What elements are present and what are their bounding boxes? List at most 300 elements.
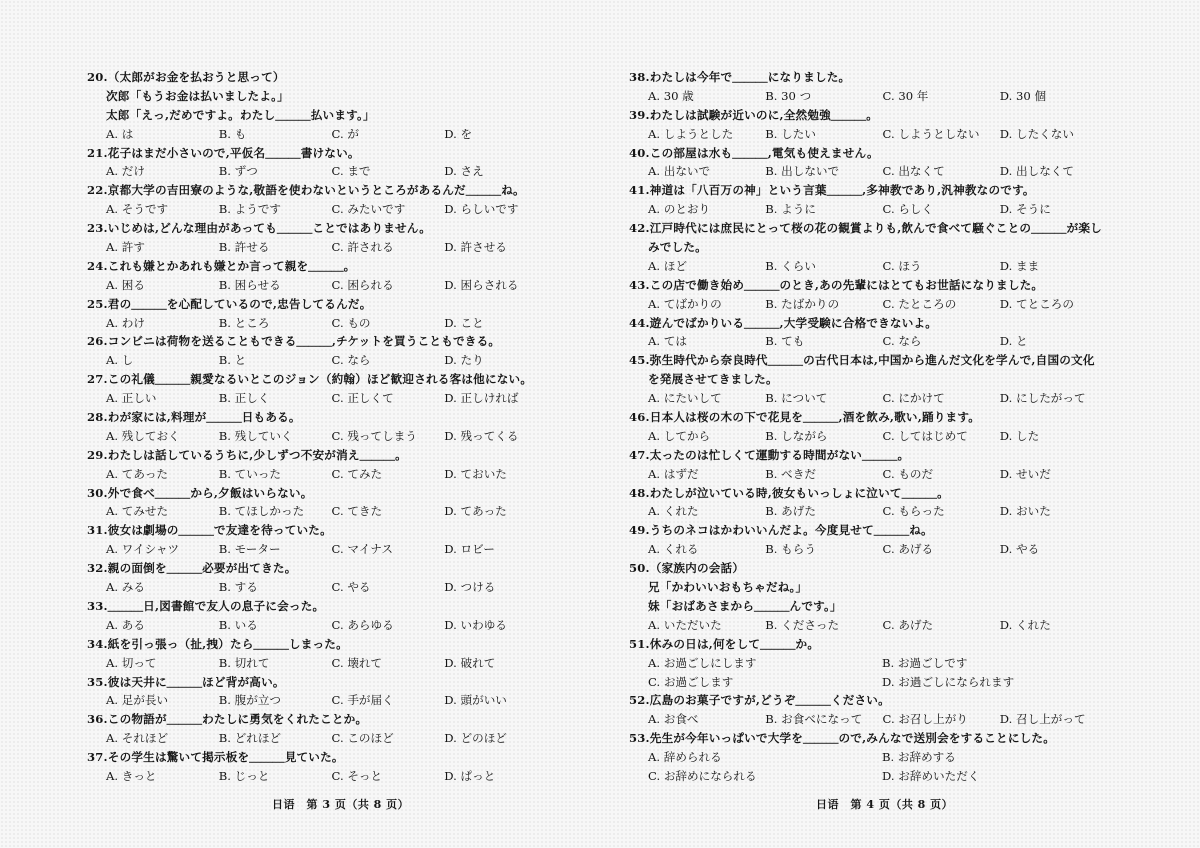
answer-option: A. そうです: [106, 202, 169, 217]
question-stem: [629, 351, 1117, 370]
answer-options: [629, 125, 1117, 144]
answer-option: A. てみせた: [106, 504, 169, 519]
answer-option: B. 残していく: [218, 428, 293, 443]
question-number: 26.: [87, 334, 108, 349]
question-number: 41.: [629, 183, 650, 198]
question-number: 40.: [629, 145, 650, 160]
question-stem: [87, 370, 557, 389]
answer-option: D. と: [999, 334, 1028, 349]
answer-option: D. さえ: [444, 164, 484, 179]
question-number: 29.: [87, 447, 108, 462]
answer-option: C. まで: [331, 164, 371, 179]
question-text: わたしが泣いている時,彼女もいっしょに泣いて＿＿＿。: [649, 485, 949, 500]
answer-option: A. てばかりの: [648, 296, 722, 311]
answer-option: D. いわゆる: [444, 617, 507, 632]
answer-option: A. くれた: [648, 504, 699, 519]
question-stem: [629, 408, 1117, 427]
question-number: 39.: [629, 107, 650, 122]
question-text: その学生は驚いて掲示板を＿＿＿見ていた。: [107, 750, 344, 765]
right-page-column: [629, 68, 1117, 786]
answer-option: D. 破れて: [444, 655, 496, 670]
answer-option: C. 許される: [331, 240, 394, 255]
question-item: [629, 729, 1117, 786]
answer-option: C. あらゆる: [331, 617, 394, 632]
question-number: 27.: [87, 372, 108, 387]
question-item: [629, 351, 1117, 408]
question-stem: [629, 559, 1117, 578]
answer-option: B. も: [218, 126, 247, 141]
answer-option: B. する: [218, 580, 258, 595]
question-text: ＿＿＿日,図書館で友人の息子に会った。: [107, 598, 325, 613]
question-stem: [87, 144, 557, 163]
question-stem: [629, 144, 1117, 163]
question-item: [87, 484, 557, 522]
answer-option: D. てあった: [444, 504, 507, 519]
answer-option: B. くださった: [765, 617, 840, 632]
question-number: 35.: [87, 674, 108, 689]
answer-option: C. 壊れて: [331, 655, 383, 670]
answer-option: D. ロビー: [444, 542, 495, 557]
answer-options: [629, 616, 1117, 635]
question-text: 遊んでばかりいる＿＿＿,大学受験に合格できないよ。: [649, 315, 938, 330]
question-item: [87, 370, 557, 408]
answer-options: [629, 767, 1117, 786]
question-text: （家族内の会話）: [649, 561, 745, 576]
question-text: この店で働き始め＿＿＿のとき,あの先輩にはとてもお世話になりました。: [649, 277, 1044, 292]
answer-option: B. 困らせる: [218, 277, 281, 292]
answer-option: C. マイナス: [331, 542, 394, 557]
question-text: この礼儀＿＿＿親愛なるいとこのジョン（約翰）ほど歓迎される客は他にない。: [107, 372, 533, 387]
answer-option: B. もらう: [765, 542, 816, 557]
question-text: 彼は天井に＿＿＿ほど背が高い。: [107, 674, 285, 689]
answer-option: A. 正しい: [106, 391, 157, 406]
answer-options: [87, 729, 557, 748]
question-number: 34.: [87, 636, 108, 651]
answer-option: D. 30 個: [999, 88, 1047, 103]
answer-option: C. あげた: [882, 617, 934, 632]
answer-options: [87, 616, 557, 635]
answer-option: C. そっと: [331, 768, 383, 783]
question-text: （太郎がお金を払おうと思って）: [107, 70, 285, 84]
answer-options: [87, 125, 557, 144]
question-item: [87, 257, 557, 295]
question-stem: [87, 219, 557, 238]
question-stem: [629, 276, 1117, 295]
answer-option: D. せいだ: [999, 466, 1051, 481]
answer-options: [87, 691, 557, 710]
answer-option: A. しようとした: [648, 126, 734, 141]
question-stem: [87, 295, 557, 314]
question-number: 24.: [87, 258, 108, 273]
question-stem: [87, 559, 557, 578]
question-stem: [629, 219, 1117, 238]
answer-option: D. らしいです: [444, 202, 519, 217]
answer-option: D. くれた: [999, 617, 1051, 632]
answer-option: A. してから: [648, 428, 711, 443]
question-text: これも嫌とかあれも嫌とか言って親を＿＿＿。: [107, 258, 356, 273]
question-text: コンビニは荷物を送ることもできる＿＿＿,チケットを買うこともできる。: [107, 334, 501, 349]
answer-options: [629, 710, 1117, 729]
answer-option: D. ぱっと: [444, 768, 496, 783]
question-item: [629, 635, 1117, 692]
question-text: いじめは,どんな理由があっても＿＿＿ことではありません。: [107, 221, 432, 236]
question-stem: [87, 446, 557, 465]
answer-options: [629, 673, 1117, 692]
question-number: 44.: [629, 315, 650, 330]
question-number: 33.: [87, 598, 108, 613]
answer-option: C. ものだ: [882, 466, 934, 481]
answer-option: C. お過ごします: [648, 674, 734, 689]
answer-option: C. やる: [331, 580, 371, 595]
question-item: [629, 314, 1117, 352]
answer-option: B. 30 つ: [765, 88, 812, 103]
question-text: この物語が＿＿＿わたしに勇気をくれたことか。: [107, 712, 368, 727]
question-text: 休みの日は,何をして＿＿＿か。: [649, 636, 820, 651]
question-stem: [87, 635, 557, 654]
question-text: わたしは試験が近いのに,全然勉強＿＿＿。: [649, 107, 879, 122]
answer-option: A. 辞められる: [648, 750, 722, 765]
answer-option: B. ずつ: [218, 164, 258, 179]
answer-option: A. はずだ: [648, 466, 699, 481]
answer-options: [629, 748, 1117, 767]
answer-options: [87, 389, 557, 408]
question-item: [629, 106, 1117, 144]
question-item: [87, 219, 557, 257]
question-number: 51.: [629, 636, 650, 651]
answer-option: C. しようとしない: [882, 126, 980, 141]
question-stem: [629, 181, 1117, 200]
answer-options: [87, 540, 557, 559]
answer-option: C. 30 年: [882, 88, 929, 103]
answer-option: C. てみた: [331, 466, 383, 481]
answer-option: A. お食べ: [648, 712, 699, 727]
question-item: [87, 635, 557, 673]
question-text: 広島のお菓子ですが,どうぞ＿＿＿ください。: [649, 693, 890, 708]
answer-option: C. あげる: [882, 542, 934, 557]
question-stem: [87, 484, 557, 503]
answer-option: C. お辞めになられる: [648, 768, 757, 783]
answer-options: [629, 654, 1117, 673]
question-item: [629, 181, 1117, 219]
answer-options: [629, 502, 1117, 521]
question-item: [629, 559, 1117, 635]
answer-option: B. ようです: [218, 202, 282, 217]
question-stem: [629, 106, 1117, 125]
question-stem: [87, 597, 557, 616]
answer-option: C. お召し上がり: [882, 712, 968, 727]
question-number: 50.: [629, 561, 650, 576]
question-text-continued: を発展させてきました。: [648, 372, 778, 387]
question-number: 45.: [629, 353, 650, 368]
answer-option: D. 残ってくる: [444, 428, 519, 443]
question-item: [629, 408, 1117, 446]
question-stem: [629, 729, 1117, 748]
answer-option: C. もらった: [882, 504, 945, 519]
dialogue-line: 次郎「もうお金は払いましたよ。」: [106, 88, 289, 103]
answer-option: D. おいた: [999, 504, 1051, 519]
question-item: [87, 673, 557, 711]
answer-option: A. 出ないで: [648, 164, 711, 179]
answer-options: [629, 295, 1117, 314]
answer-option: B. ても: [765, 334, 805, 349]
question-number: 23.: [87, 221, 108, 236]
answer-option: C. にかけて: [882, 391, 945, 406]
question-number: 52.: [629, 693, 650, 708]
answer-option: C. 手が届く: [331, 693, 394, 708]
answer-option: D. てところの: [999, 296, 1074, 311]
answer-option: D. にしたがって: [999, 391, 1086, 406]
answer-options: [87, 200, 557, 219]
question-number: 30.: [87, 485, 108, 500]
answer-option: D. 許させる: [444, 240, 507, 255]
answer-options: [87, 502, 557, 521]
question-item: [87, 181, 557, 219]
question-item: [629, 276, 1117, 314]
question-item: [87, 408, 557, 446]
answer-options: [87, 351, 557, 370]
question-text: 彼女は劇場の＿＿＿で友達を待っていた。: [107, 523, 332, 538]
answer-options: [87, 276, 557, 295]
answer-option: B. モーター: [218, 542, 281, 557]
answer-option: B. てほしかった: [218, 504, 305, 519]
answer-option: D. 正しければ: [444, 391, 519, 406]
answer-option: C. ほう: [882, 258, 922, 273]
question-text: 弥生時代から奈良時代＿＿＿の古代日本は,中国から進んだ文化を学んで,自国の文化: [649, 353, 1095, 368]
answer-options: [87, 465, 557, 484]
answer-option: A. 許す: [106, 240, 145, 255]
question-text: 親の面倒を＿＿＿必要が出てきた。: [107, 561, 297, 576]
question-item: [629, 691, 1117, 729]
question-stem: [87, 257, 557, 276]
page-footer-right: 日语 第 4 页（共 8 页）: [816, 798, 954, 811]
question-number: 22.: [87, 183, 108, 198]
question-item: [629, 68, 1117, 106]
question-item: [87, 710, 557, 748]
answer-option: A. し: [106, 353, 134, 368]
answer-option: D. ておいた: [444, 466, 507, 481]
answer-option: A. みる: [106, 580, 145, 595]
question-item: [87, 295, 557, 333]
answer-option: A. ては: [648, 334, 687, 349]
answer-option: B. 出しないで: [765, 164, 840, 179]
answer-option: B. 切れて: [218, 655, 270, 670]
answer-option: B. ところ: [218, 315, 270, 330]
question-number: 20.: [87, 70, 108, 84]
answer-option: C. なら: [331, 353, 371, 368]
question-stem: [87, 181, 557, 200]
answer-option: C. なら: [882, 334, 922, 349]
answer-option: D. 困らされる: [444, 277, 519, 292]
question-item: [87, 521, 557, 559]
answer-option: A. 残しておく: [106, 428, 180, 443]
question-number: 42.: [629, 221, 650, 236]
answer-option: A. くれる: [648, 542, 699, 557]
page-footer-left: 日语 第 3 页（共 8 页）: [272, 798, 410, 811]
answer-option: B. 腹が立つ: [218, 693, 282, 708]
answer-options: [629, 87, 1117, 106]
answer-option: A. だけ: [106, 164, 145, 179]
question-item: [87, 446, 557, 484]
answer-option: B. べきだ: [765, 466, 816, 481]
answer-option: B. お食べになって: [765, 712, 863, 727]
answer-option: D. した: [999, 428, 1040, 443]
answer-option: C. らしく: [882, 202, 934, 217]
question-item: [87, 748, 557, 786]
answer-options: [629, 162, 1117, 181]
answer-option: B. くらい: [765, 258, 816, 273]
answer-option: A. わけ: [106, 315, 145, 330]
question-text: 紙を引っ張っ（扯,拽）たら＿＿＿しまった。: [107, 636, 348, 651]
answer-option: B. たばかりの: [765, 296, 840, 311]
question-stem: [87, 710, 557, 729]
answer-option: C. たところの: [882, 296, 957, 311]
answer-options: [629, 465, 1117, 484]
answer-option: D. そうに: [999, 202, 1051, 217]
answer-option: B. いる: [218, 617, 258, 632]
answer-option: C. が: [331, 126, 359, 141]
answer-option: B. ように: [765, 202, 816, 217]
answer-option: B. 許せる: [218, 240, 270, 255]
answer-option: B. と: [218, 353, 247, 368]
answer-option: B. お過ごしです: [882, 655, 968, 670]
question-number: 21.: [87, 145, 108, 160]
answer-options: [87, 427, 557, 446]
answer-option: B. したい: [765, 126, 816, 141]
question-text: この部屋は水も＿＿＿,電気も使えません。: [649, 145, 879, 160]
question-stem: [87, 748, 557, 767]
answer-option: D. こと: [444, 315, 484, 330]
question-item: [87, 559, 557, 597]
dialogue-line: 太郎「えっ,だめですよ。わたし＿＿＿払います。」: [106, 107, 375, 122]
answer-option: B. じっと: [218, 768, 270, 783]
answer-options: [629, 332, 1117, 351]
answer-option: B. について: [765, 391, 828, 406]
question-item: [87, 68, 557, 144]
question-item: [629, 521, 1117, 559]
answer-option: A. ワイシャツ: [106, 542, 180, 557]
answer-options: [87, 767, 557, 786]
answer-option: D. お辞めいただく: [882, 768, 980, 783]
answer-option: C. てきた: [331, 504, 383, 519]
question-number: 38.: [629, 70, 650, 84]
question-number: 36.: [87, 712, 108, 727]
answer-options: [87, 238, 557, 257]
answer-option: A. きっと: [106, 768, 157, 783]
question-item: [87, 332, 557, 370]
question-item: [629, 484, 1117, 522]
answer-option: B. しながら: [765, 428, 828, 443]
answer-option: A. ほど: [648, 258, 687, 273]
answer-option: A. 足が長い: [106, 693, 169, 708]
answer-option: C. もの: [331, 315, 371, 330]
question-number: 37.: [87, 750, 108, 765]
answer-option: C. 残ってしまう: [331, 428, 417, 443]
answer-option: C. してはじめて: [882, 428, 968, 443]
answer-option: D. お過ごしになられます: [882, 674, 1015, 689]
answer-option: C. みたいです: [331, 202, 406, 217]
question-text: わたしは話しているうちに,少しずつ不安が消え＿＿＿。: [107, 447, 407, 462]
answer-option: D. どのほど: [444, 731, 507, 746]
question-number: 28.: [87, 410, 108, 425]
question-item: [629, 219, 1117, 276]
question-stem: [629, 691, 1117, 710]
question-item: [629, 144, 1117, 182]
answer-option: A. にたいして: [648, 391, 722, 406]
answer-options: [87, 162, 557, 181]
answer-option: B. あげた: [765, 504, 816, 519]
question-number: 32.: [87, 561, 108, 576]
question-stem: [629, 521, 1117, 540]
answer-option: D. たり: [444, 353, 484, 368]
question-number: 48.: [629, 485, 650, 500]
question-stem: [629, 314, 1117, 333]
answer-options: [87, 654, 557, 673]
dialogue-line: 兄「かわいいおもちゃだね。」: [648, 580, 808, 595]
question-text: 花子はまだ小さいので,平仮名＿＿＿書けない。: [107, 145, 360, 160]
answer-option: D. 出しなくて: [999, 164, 1074, 179]
answer-option: A. 切って: [106, 655, 157, 670]
question-stem: [629, 68, 1117, 87]
question-number: 47.: [629, 447, 650, 462]
answer-option: D. 召し上がって: [999, 712, 1086, 727]
question-text: 太ったのは忙しくて運動する時間がない＿＿＿。: [649, 447, 910, 462]
answer-option: A. お過ごしにします: [648, 655, 757, 670]
answer-options: [629, 389, 1117, 408]
question-number: 31.: [87, 523, 108, 538]
question-number: 49.: [629, 523, 650, 538]
question-number: 43.: [629, 277, 650, 292]
question-number: 25.: [87, 296, 108, 311]
question-number: 53.: [629, 731, 650, 746]
question-text-continued: みでした。: [648, 240, 707, 255]
question-stem: [87, 68, 557, 87]
answer-option: D. まま: [999, 258, 1040, 273]
answer-option: C. 困られる: [331, 277, 394, 292]
answer-option: A. のとおり: [648, 202, 711, 217]
question-text: 外で食べ＿＿＿から,夕飯はいらない。: [107, 485, 313, 500]
question-stem: [87, 521, 557, 540]
answer-option: A. は: [106, 126, 134, 141]
answer-option: D. 頭がいい: [444, 693, 507, 708]
question-text: わたしは今年で＿＿＿になりました。: [649, 70, 851, 84]
question-stem: [629, 446, 1117, 465]
question-text: 君の＿＿＿を心配しているので,忠告してるんだ。: [107, 296, 372, 311]
answer-option: D. したくない: [999, 126, 1074, 141]
answer-options: [87, 314, 557, 333]
question-text: 京都大学の吉田寮のような,敬語を使わないというところがあるんだ＿＿＿ね。: [107, 183, 525, 198]
question-item: [87, 597, 557, 635]
question-stem: [629, 635, 1117, 654]
question-item: [87, 144, 557, 182]
answer-option: C. 出なくて: [882, 164, 945, 179]
answer-option: A. ある: [106, 617, 145, 632]
answer-option: A. いただいた: [648, 617, 722, 632]
question-number: 46.: [629, 410, 650, 425]
question-stem: [87, 332, 557, 351]
answer-options: [629, 200, 1117, 219]
question-stem: [629, 484, 1117, 503]
answer-options: [629, 257, 1117, 276]
answer-option: B. お辞めする: [882, 750, 956, 765]
answer-option: C. 正しくて: [331, 391, 394, 406]
answer-option: A. 30 歳: [648, 88, 694, 103]
answer-options: [87, 578, 557, 597]
question-text: 神道は「八百万の神」という言葉＿＿＿,多神教であり,汎神教なのです。: [649, 183, 1035, 198]
question-text: 江戸時代には庶民にとって桜の花の観賞よりも,飲んで食べて騒ぐことの＿＿＿が楽し: [649, 221, 1102, 236]
answer-option: D. つける: [444, 580, 496, 595]
left-page-column: [87, 68, 557, 786]
answer-options: [629, 540, 1117, 559]
